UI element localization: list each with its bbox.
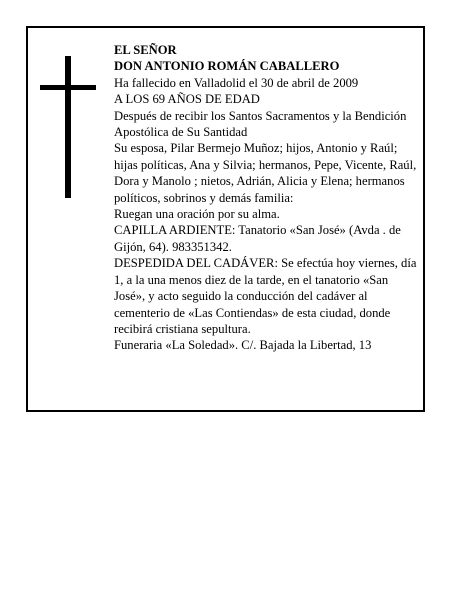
sacraments-line: Después de recibir los Santos Sacramentos y la Bendición Apostólica de Su Santidad [114,108,407,140]
cross-icon [40,56,96,198]
cross-vertical-bar [65,56,71,198]
obituary-text [114,42,420,354]
family-line: Su esposa, Pilar Bermejo Muñoz; hijos, Antonio y Raúl; hijas políticas, Ana y Silvia; hermanos, Pepe, Vicente, Raúl, Dora y Manolo ; nietos, Adrián, Alicia y Elena; hermanos políticos, sobrinos y demás familia: [114,141,417,205]
title-line-1: EL SEÑOR [114,43,177,57]
age-line: A LOS 69 AÑOS DE EDAD [114,92,260,107]
cross-horizontal-bar [40,85,96,90]
obituary-notice [26,26,425,412]
chapel-line: CAPILLA ARDIENTE: Tanatorio «San José» (Avda . de Gijón, 64). 983351342. [114,223,401,254]
farewell-line: DESPEDIDA DEL CADÁVER: Se efectúa hoy viernes, día 1, a la una menos diez de la tarde, en el tanatorio «San José», y acto seguido la conducción del cadáver al cementerio de «Las Contiendas» de esta ciudad, donde recibirá cristiana sepultura. [114,256,417,336]
funeral-home-line: Funeraria «La Soledad». C/. Bajada la Libertad, 13 [114,338,372,353]
death-info: Ha fallecido en Valladolid el 30 de abril de 2009 [114,75,359,90]
deceased-name: DON ANTONIO ROMÁN CABALLERO [114,59,340,74]
prayer-line: Ruegan una oración por su alma. [114,207,280,222]
